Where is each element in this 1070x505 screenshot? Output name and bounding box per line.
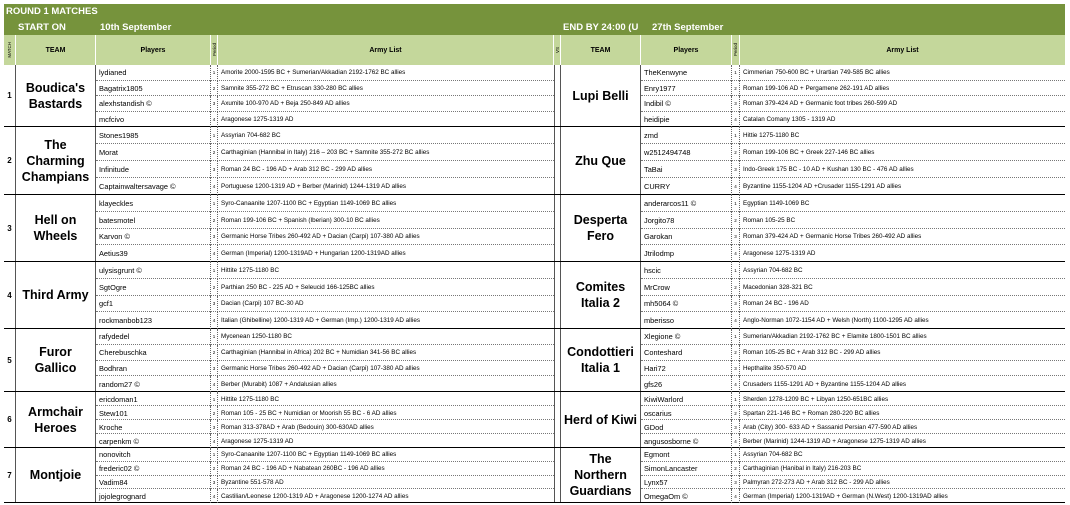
player-name: Xlegione © [641,329,732,345]
period-number: 1 [732,195,740,212]
vs-divider [554,392,561,447]
period-number: 3 [211,96,218,112]
period-number: 1 [732,392,740,406]
period-number: 2 [211,462,218,476]
match-block [4,329,1065,392]
player-name: rafydedel [96,329,211,345]
period-number: 2 [211,406,218,420]
army-list: Roman 24 BC - 196 AD + Arab 312 BC - 299 AD allies [221,166,373,173]
army-list: Arab (City) 300- 633 AD + Sassanid Persian 477-590 AD allies [743,423,918,431]
player-name: lydianed [96,65,211,81]
army-list: Spartan 221-146 BC + Roman 280-220 BC allies [743,409,880,417]
player-name: MrCrow [641,279,732,296]
team-name-left: Furor Gallico [16,329,96,391]
army-list: German (Imperial) 1200-1319AD + Hungarian 1200-1319AD allies [221,250,406,258]
army-list: Syro-Canaanite 1207-1100 BC + Egyptian 1149-1069 BC allies [221,199,397,207]
period-number: 3 [732,420,740,434]
army-list: Syro-Canaanite 1207-1100 BC + Egyptian 1149-1069 BC allies [221,451,397,459]
player-name: jojolegrognard [96,489,211,503]
army-list: Assyrian 704-682 BC [221,132,281,139]
player-row [641,406,1065,420]
period-number: 1 [732,127,740,144]
player-row [641,420,1065,434]
player-name: Bodhran [96,361,211,377]
army-list: Palmyran 272-273 AD + Arab 312 BC - 299 AD allies [743,478,890,486]
period-header-left: Period [211,35,218,65]
player-name: Conteshard [641,345,732,361]
period-number: 1 [732,65,740,81]
army-list: Egyptian 1149-1069 BC [743,199,810,207]
army-list: Indo-Greek 175 BC - 10 AD + Kushan 130 BC - 476 AD allies [743,166,914,173]
player-name: mh5064 © [641,296,732,313]
team-name-left: The Charming Champians [16,127,96,194]
player-name: batesmotel [96,212,211,229]
army-list: Sumerian/Akkadian 2192-1762 BC + Elamite 1800-1501 BC allies [743,333,927,341]
army-list: Assyrian 704-682 BC [743,266,803,274]
player-row [96,81,554,97]
start-date: 10th September [100,22,172,33]
player-row [641,392,1065,406]
player-name: Kroche [96,420,211,434]
player-name: heidipie [641,112,732,128]
period-number: 1 [211,392,218,406]
player-row [96,448,554,462]
player-name: Stew101 [96,406,211,420]
start-label: START ON [18,22,66,33]
army-list: Roman 105-25 BC + Arab 312 BC - 299 AD allies [743,349,881,357]
vs-divider [554,329,561,391]
player-row [641,312,1065,329]
player-name: SgtOgre [96,279,211,296]
round-banner [4,4,1065,35]
player-name: random27 © [96,376,211,392]
army-list: Byzantine 1155-1204 AD +Crusader 1155-1291 AD allies [743,183,902,190]
army-list: Roman 379-424 AD + Germanic Horse Tribes 260-492 AD allies [743,233,922,241]
player-row [96,406,554,420]
team-name-left: Armchair Heroes [16,392,96,447]
army-header-left: Army List [218,35,554,65]
player-row [96,229,554,246]
period-number: 2 [732,81,740,97]
player-name: oscarius [641,406,732,420]
period-number: 4 [732,112,740,128]
army-list: Germanic Horse Tribes 260-492 AD + Dacian (Carpi) 107-380 AD allies [221,364,420,372]
match-number: 6 [4,392,16,447]
player-name: CURRY [641,178,732,195]
army-list: Aragonese 1275-1319 AD [743,250,816,258]
player-name: mcfcivo [96,112,211,128]
player-row [641,112,1065,128]
team-header-left: TEAM [16,35,96,65]
players-header-right: Players [641,35,732,65]
match-block [4,127,1065,195]
army-list: Sherden 1278-1209 BC + Libyan 1250-651BC allies [743,395,889,403]
player-name: w2512494748 [641,144,732,161]
player-row [641,144,1065,161]
player-name: Stones1985 [96,127,211,144]
player-row [96,420,554,434]
player-row [96,144,554,161]
army-list: Catalan Comany 1305 - 1319 AD [743,115,836,123]
end-label: END BY 24:00 (U [563,22,639,33]
team-header-right: TEAM [561,35,641,65]
end-date: 27th September [652,22,724,33]
player-row [641,195,1065,212]
player-name: KiwiWarlord [641,392,732,406]
player-name: zmd [641,127,732,144]
army-list: Hittite 1275-1180 BC [221,266,279,274]
period-number: 2 [211,81,218,97]
player-name: Indibil © [641,96,732,112]
player-row [96,279,554,296]
army-list: Roman 105 - 25 BC + Numidian or Moorish 55 BC - 6 AD allies [221,409,397,417]
period-number: 3 [732,229,740,246]
column-header-row [4,35,1065,65]
period-number: 4 [732,245,740,262]
army-list: Amorite 2000-1595 BC + Sumerian/Akkadian 2192-1762 BC allies [221,69,406,77]
period-number: 2 [211,144,218,161]
player-row [641,345,1065,361]
period-number: 2 [732,212,740,229]
team-name-left: Boudica's Bastards [16,65,96,126]
vs-divider [554,127,561,194]
team-name-right: Desperta Fero [561,195,641,261]
player-row [96,489,554,503]
period-number: 4 [732,434,740,448]
army-list: Berber (Marinid) 1244-1319 AD + Aragonese 1275-1319 AD allies [743,437,926,445]
player-name: Vadim84 [96,476,211,490]
army-list: Dacian (Carpi) 107 BC-30 AD [221,300,304,308]
period-number: 4 [211,434,218,448]
player-row [96,212,554,229]
player-row [96,312,554,329]
army-list: Roman 105-25 BC [743,216,796,224]
player-name: Karvon © [96,229,211,246]
army-list: Portuguese 1200-1319 AD + Berber (Marinid) 1244-1319 AD allies [221,183,406,190]
army-list: Parthian 250 BC - 225 AD + Seleucid 166-125BC allies [221,283,375,291]
team-name-right: Zhu Que [561,127,641,194]
army-list: Byzantine 551-578 AD [221,478,284,486]
player-row [96,262,554,279]
period-number: 3 [211,229,218,246]
player-name: Garokan [641,229,732,246]
player-row [96,65,554,81]
player-row [96,296,554,313]
player-row [96,345,554,361]
match-number: 3 [4,195,16,261]
player-row [641,489,1065,503]
player-row [641,229,1065,246]
army-list: Carthaginian (Hannibal in Italy) 216 – 203 BC + Samnite 355-272 BC allies [221,149,430,156]
period-number: 2 [211,279,218,296]
player-name: OmegaOm © [641,489,732,503]
match-number: 4 [4,262,16,328]
period-number: 3 [732,161,740,178]
period-number: 1 [211,329,218,345]
army-list: Aragonese 1275-1319 AD [221,115,294,123]
army-list: Mycenean 1250-1180 BC [221,333,292,341]
player-row [96,361,554,377]
player-name: anderarcos11 © [641,195,732,212]
player-row [96,161,554,178]
player-row [641,296,1065,313]
player-row [96,178,554,195]
period-number: 1 [211,195,218,212]
period-number: 4 [211,376,218,392]
player-name: frederic02 © [96,462,211,476]
player-name: gcf1 [96,296,211,313]
player-row [96,96,554,112]
army-list: Berber (Murabit) 1087 + Andalusian allies [221,380,337,388]
vs-divider [554,65,561,126]
period-number: 1 [211,65,218,81]
round-title: ROUND 1 MATCHES [6,6,98,17]
player-name: nonovitch [96,448,211,462]
period-number: 3 [211,361,218,377]
player-row [641,476,1065,490]
player-name: Enry1977 [641,81,732,97]
player-row [96,127,554,144]
player-row [96,245,554,262]
player-name: Hari72 [641,361,732,377]
period-number: 1 [732,329,740,345]
player-name: hscic [641,262,732,279]
players-header-left: Players [96,35,211,65]
period-number: 4 [211,178,218,195]
player-row [96,329,554,345]
army-list: Axumite 100-970 AD + Beja 250-849 AD allies [221,100,350,108]
player-name: Jtrilodmp [641,245,732,262]
player-name: TheKenwyne [641,65,732,81]
period-number: 3 [732,361,740,377]
period-number: 4 [732,376,740,392]
match-number: 5 [4,329,16,391]
team-name-left: Third Army [16,262,96,328]
player-row [96,195,554,212]
player-row [641,376,1065,392]
match-header: MATCH [4,35,16,65]
match-block [4,65,1065,127]
team-name-left: Montjoie [16,448,96,502]
player-row [641,81,1065,97]
army-list: Hepthalite 350-570 AD [743,364,807,372]
team-name-right: Condottieri Italia 1 [561,329,641,391]
player-name: Bagatrix1805 [96,81,211,97]
player-name: GDod [641,420,732,434]
period-number: 3 [211,161,218,178]
team-name-right: Lupi Belli [561,65,641,126]
period-number: 3 [211,296,218,313]
match-block [4,262,1065,329]
period-number: 4 [211,112,218,128]
player-name: ulysisgrunt © [96,262,211,279]
army-list: Roman 24 BC - 196 AD + Nabatean 260BC - 196 AD allies [221,465,385,473]
player-row [641,178,1065,195]
army-list: Carthaginian (Hanibal in Italy) 216-203 BC [743,465,862,473]
period-number: 1 [732,448,740,462]
player-row [641,245,1065,262]
vs-divider [554,448,561,502]
army-list: Roman 199-106 AD + Pergamene 262-191 AD allies [743,84,890,92]
army-list: German (Imperial) 1200-1319AD + German (N.West) 1200-1319AD allies [743,492,948,500]
period-number: 2 [211,212,218,229]
team-name-left: Hell on Wheels [16,195,96,261]
player-name: mberisso [641,312,732,329]
army-list: Anglo-Norman 1072-1154 AD + Welsh (North) 1100-1295 AD allies [743,317,929,325]
player-row [96,392,554,406]
player-row [641,262,1065,279]
army-list: Crusaders 1155-1291 AD + Byzantine 1155-1204 AD allies [743,380,907,388]
period-number: 4 [732,178,740,195]
player-row [641,65,1065,81]
period-number: 1 [732,262,740,279]
period-number: 2 [732,279,740,296]
player-name: angusosborne © [641,434,732,448]
period-number: 3 [732,476,740,490]
period-number: 2 [732,462,740,476]
army-list: Castilian/Leonese 1200-1319 AD + Aragonese 1200-1274 AD allies [221,492,409,500]
player-name: ericdoman1 [96,392,211,406]
player-name: alexhstandish © [96,96,211,112]
army-list: Hittie 1275-1180 BC [743,132,800,139]
army-list: Roman 313-378AD + Arab (Bedouin) 300-630AD allies [221,423,374,431]
team-name-right: The Northern Guardians [561,448,641,502]
player-name: Morat [96,144,211,161]
player-row [96,112,554,128]
period-number: 1 [211,127,218,144]
player-name: gfs26 [641,376,732,392]
round-sheet [4,4,1065,503]
army-list: Macedonian 328-321 BC [743,283,813,291]
army-list: Germanic Horse Tribes 260-492 AD + Dacian (Carpi) 107-380 AD allies [221,233,420,241]
player-name: Infinitude [96,161,211,178]
match-number: 2 [4,127,16,194]
period-number: 4 [732,312,740,329]
period-number: 4 [211,245,218,262]
player-row [641,462,1065,476]
period-number: 4 [732,489,740,503]
vs-divider [554,262,561,328]
player-row [641,329,1065,345]
player-row [641,161,1065,178]
player-name: Egmont [641,448,732,462]
match-block [4,392,1065,448]
player-row [641,434,1065,448]
player-name: klayeckles [96,195,211,212]
player-name: Jorgito78 [641,212,732,229]
period-number: 3 [211,476,218,490]
period-number: 2 [211,345,218,361]
player-name: carpenkm © [96,434,211,448]
army-list: Assyrian 704-682 BC [743,451,803,459]
player-name: Captainwaltersavage © [96,178,211,195]
period-number: 1 [211,448,218,462]
period-number: 4 [211,489,218,503]
period-number: 2 [732,406,740,420]
period-number: 1 [211,262,218,279]
period-number: 2 [732,144,740,161]
period-header-right: Period [732,35,740,65]
period-number: 2 [732,345,740,361]
player-name: Aetius39 [96,245,211,262]
army-list: Hittite 1275-1180 BC [221,395,279,403]
army-list: Italian (Ghibelline) 1200-1319 AD + German (Imp.) 1200-1319 AD allies [221,317,420,325]
player-name: rockmanbob123 [96,312,211,329]
vs-header: VS [554,35,561,65]
player-row [641,212,1065,229]
army-list: Samnite 355-272 BC + Etruscan 330-280 BC allies [221,84,363,92]
player-name: Lynx57 [641,476,732,490]
army-list: Roman 379-424 AD + Germanic foot tribes 260-599 AD [743,100,898,108]
player-row [641,127,1065,144]
match-block [4,195,1065,262]
player-row [641,96,1065,112]
player-row [641,279,1065,296]
army-header-right: Army List [886,46,919,54]
player-name: SimonLancaster [641,462,732,476]
army-list: Aragonese 1275-1319 AD [221,437,294,445]
army-list: Roman 24 BC - 196 AD [743,300,809,308]
player-row [96,462,554,476]
period-number: 3 [732,96,740,112]
player-row [641,448,1065,462]
period-number: 3 [732,296,740,313]
match-block [4,448,1065,503]
player-name: TaBai [641,161,732,178]
match-number: 7 [4,448,16,502]
player-row [96,434,554,448]
period-number: 4 [211,312,218,329]
army-list: Roman 199-106 BC + Greek 227-146 BC allies [743,149,875,156]
team-name-right: Comites Italia 2 [561,262,641,328]
army-list: Cimmerian 750-600 BC + Urartian 749-585 BC allies [743,69,890,77]
army-list: Roman 199-106 BC + Spanish (Iberian) 300-10 BC allies [221,216,380,224]
player-row [96,376,554,392]
team-name-right: Herd of Kiwi [561,392,641,447]
player-row [96,476,554,490]
player-name: Cherebuschka [96,345,211,361]
player-row [641,361,1065,377]
period-number: 3 [211,420,218,434]
vs-divider [554,195,561,261]
match-number: 1 [4,65,16,126]
army-list: Carthaginian (Hannibal in Africa) 202 BC + Numidian 341-56 BC allies [221,349,417,357]
